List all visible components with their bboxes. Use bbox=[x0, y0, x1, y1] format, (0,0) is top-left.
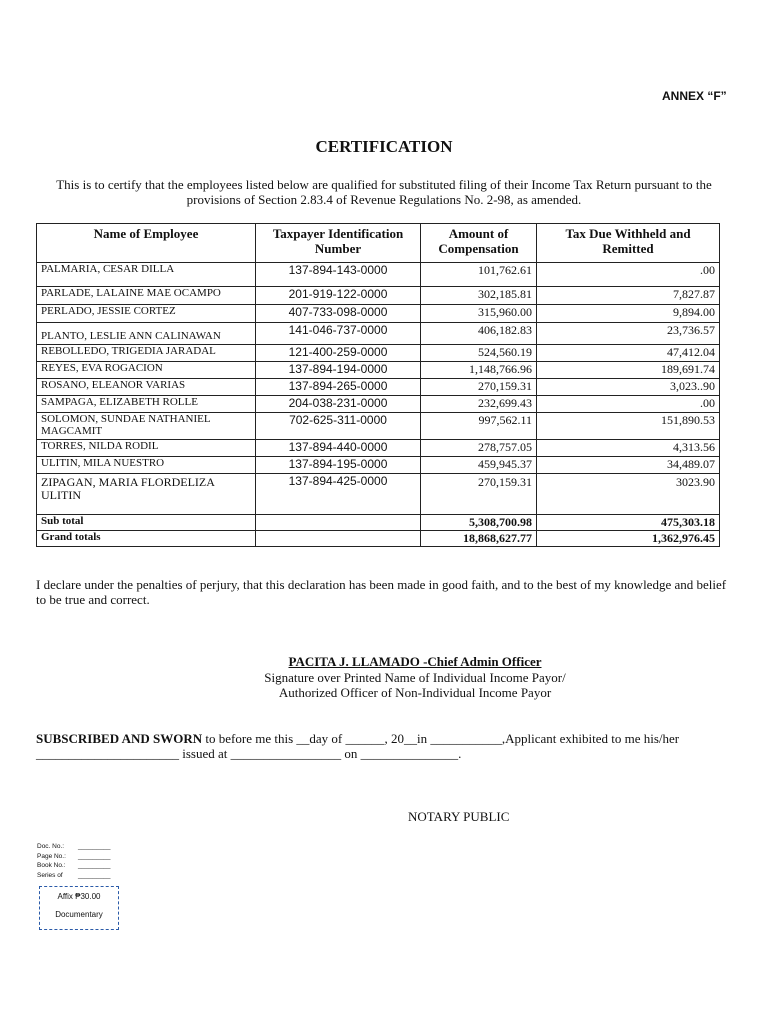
cell-tin: 121-400-259-0000 bbox=[256, 345, 421, 362]
cell-amount: 302,185.81 bbox=[421, 287, 537, 305]
signatory-caption-2: Authorized Officer of Non-Individual Income Payor bbox=[278, 685, 552, 700]
cell-name: PLANTO, LESLIE ANN CALINAWAN bbox=[37, 323, 256, 345]
page-title: CERTIFICATION bbox=[315, 137, 453, 156]
cell-amount: 270,159.31 bbox=[421, 379, 537, 396]
table-row bbox=[37, 263, 720, 287]
grandtotal-tin-empty bbox=[256, 531, 421, 547]
cell-tax: 47,412.04 bbox=[537, 345, 720, 362]
cell-amount: 270,159.31 bbox=[421, 474, 537, 515]
cell-tax: 9,894.00 bbox=[537, 305, 720, 323]
subtotal-tax: 475,303.18 bbox=[537, 515, 720, 531]
table-header-row bbox=[37, 224, 720, 263]
cell-amount: 1,148,766.96 bbox=[421, 362, 537, 379]
cell-name: ULITIN, MILA NUESTRO bbox=[37, 457, 256, 474]
sworn-statement bbox=[36, 731, 736, 761]
table-row bbox=[37, 379, 720, 396]
cell-tin: 137-894-195-0000 bbox=[256, 457, 421, 474]
cell-tin: 204-038-231-0000 bbox=[256, 396, 421, 413]
table-row bbox=[37, 440, 720, 457]
signatory-name: PACITA J. LLAMADO -Chief Admin Officer bbox=[288, 654, 542, 669]
cell-tax: 151,890.53 bbox=[537, 413, 720, 440]
cell-tin: 702-625-311-0000 bbox=[256, 413, 421, 440]
cell-name: ZIPAGAN, MARIA FLORDELIZA ULITIN bbox=[37, 474, 256, 515]
cell-tin: 137-894-425-0000 bbox=[256, 474, 421, 515]
subtotal-row bbox=[37, 515, 720, 531]
table-row bbox=[37, 362, 720, 379]
grandtotal-row bbox=[37, 531, 720, 547]
cell-amount: 278,757.05 bbox=[421, 440, 537, 457]
grandtotal-label: Grand totals bbox=[37, 531, 256, 547]
cell-amount: 101,762.61 bbox=[421, 263, 537, 287]
cell-tax: 4,313.56 bbox=[537, 440, 720, 457]
header-amount: Amount of Compensation bbox=[421, 224, 537, 263]
stamp-line-1: Affix ₱30.00 bbox=[57, 892, 101, 901]
cell-name: TORRES, NILDA RODIL bbox=[37, 440, 256, 457]
cell-tin: 137-894-194-0000 bbox=[256, 362, 421, 379]
page-no-label: Page No.: bbox=[37, 853, 66, 860]
cell-tin: 407-733-098-0000 bbox=[256, 305, 421, 323]
cell-amount: 997,562.11 bbox=[421, 413, 537, 440]
cell-tin: 137-894-265-0000 bbox=[256, 379, 421, 396]
book-no-blank: _________ bbox=[78, 862, 111, 869]
table-row bbox=[37, 474, 720, 515]
cell-tin: 137-894-143-0000 bbox=[256, 263, 421, 287]
table-row bbox=[37, 323, 720, 345]
subtotal-tin-empty bbox=[256, 515, 421, 531]
cell-name: REBOLLEDO, TRIGEDIA JARADAL bbox=[37, 345, 256, 362]
series-label: Series of bbox=[37, 872, 63, 879]
sworn-text: to before me this __day of ______, 20__in ___________,Applicant exhibited to me his/her ______________________ issued at _________________ on _______________. bbox=[36, 731, 680, 761]
subtotal-label: Sub total bbox=[37, 515, 256, 531]
cell-tin: 137-894-440-0000 bbox=[256, 440, 421, 457]
sworn-bold: SUBSCRIBED AND SWORN bbox=[36, 731, 203, 746]
cell-amount: 459,945.37 bbox=[421, 457, 537, 474]
book-no-line bbox=[37, 861, 111, 870]
cell-tax: 189,691.74 bbox=[537, 362, 720, 379]
cell-tax: .00 bbox=[537, 263, 720, 287]
header-tax: Tax Due Withheld and Remitted bbox=[537, 224, 720, 263]
cell-name: ROSANO, ELEANOR VARIAS bbox=[37, 379, 256, 396]
cell-amount: 232,699.43 bbox=[421, 396, 537, 413]
cell-name: PERLADO, JESSIE CORTEZ bbox=[37, 305, 256, 323]
table-row bbox=[37, 287, 720, 305]
signatory-caption-1: Signature over Printed Name of Individual Income Payor/ bbox=[264, 670, 566, 685]
series-line bbox=[37, 871, 111, 880]
notary-label: NOTARY PUBLIC bbox=[408, 809, 510, 824]
header-tin: Taxpayer Identification Number bbox=[256, 224, 421, 263]
doc-no-line bbox=[37, 842, 111, 851]
cell-tax: 23,736.57 bbox=[537, 323, 720, 345]
grandtotal-tax: 1,362,976.45 bbox=[537, 531, 720, 547]
table-row bbox=[37, 345, 720, 362]
series-blank: _________ bbox=[78, 872, 111, 879]
cell-tax: 34,489.07 bbox=[537, 457, 720, 474]
book-no-label: Book No.: bbox=[37, 862, 66, 869]
cell-name: PARLADE, LALAINE MAE OCAMPO bbox=[37, 287, 256, 305]
cell-amount: 524,560.19 bbox=[421, 345, 537, 362]
table-row bbox=[37, 457, 720, 474]
header-name: Name of Employee bbox=[37, 224, 256, 263]
stamp-line-2: Documentary bbox=[55, 910, 103, 919]
doc-no-label: Doc. No.: bbox=[37, 843, 65, 850]
annex-label: ANNEX “F” bbox=[662, 89, 727, 103]
table-row bbox=[37, 396, 720, 413]
page-no-blank: _________ bbox=[78, 853, 111, 860]
employee-table bbox=[36, 223, 720, 547]
cell-amount: 406,182.83 bbox=[421, 323, 537, 345]
declaration-paragraph: I declare under the penalties of perjury, that this declaration has been made in good faith, and to the best of my knowledge and belief to be true and correct. bbox=[36, 577, 727, 607]
cell-tax: 7,827.87 bbox=[537, 287, 720, 305]
cell-name: SAMPAGA, ELIZABETH ROLLE bbox=[37, 396, 256, 413]
cell-amount: 315,960.00 bbox=[421, 305, 537, 323]
doc-no-blank: _________ bbox=[78, 843, 111, 850]
cell-tax: .00 bbox=[537, 396, 720, 413]
cell-tin: 201-919-122-0000 bbox=[256, 287, 421, 305]
cell-name: SOLOMON, SUNDAE NATHANIEL MAGCAMIT bbox=[37, 413, 256, 440]
cell-name: REYES, EVA ROGACION bbox=[37, 362, 256, 379]
subtotal-amount: 5,308,700.98 bbox=[421, 515, 537, 531]
table-row bbox=[37, 413, 720, 440]
cell-tax: 3,023..90 bbox=[537, 379, 720, 396]
cell-name: PALMARIA, CESAR DILLA bbox=[37, 263, 256, 287]
cell-tax: 3023.90 bbox=[537, 474, 720, 515]
grandtotal-amount: 18,868,627.77 bbox=[421, 531, 537, 547]
page-no-line bbox=[37, 852, 111, 861]
table-row bbox=[37, 305, 720, 323]
documentary-stamp-box bbox=[39, 886, 119, 930]
intro-paragraph: This is to certify that the employees listed below are qualified for substituted filing of their Income Tax Return pursuant to the provisions of Section 2.83.4 of Revenue Regulations No. 2-98, as amended. bbox=[56, 177, 712, 207]
cell-tin: 141-046-737-0000 bbox=[256, 323, 421, 345]
